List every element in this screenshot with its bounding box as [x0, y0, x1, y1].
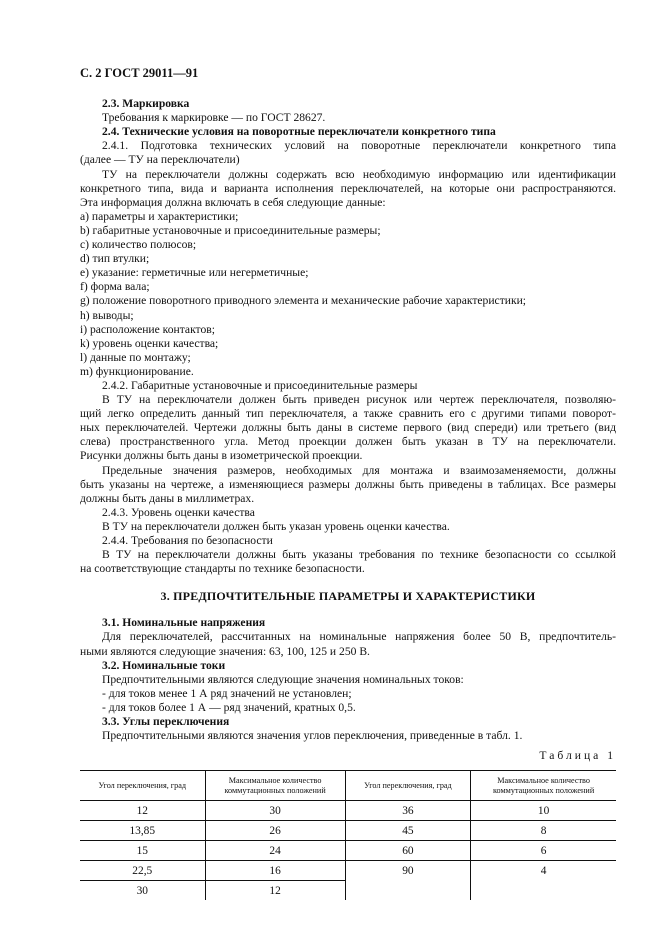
table-cell: 4	[471, 861, 616, 881]
text-line: - для токов менее 1 А ряд значений не установлен;	[102, 686, 352, 700]
text-line: - для токов более 1 А — ряд значений, кратных 0,5.	[102, 700, 356, 714]
text-line: k) уровень оценки качества;	[80, 336, 219, 350]
table-cell: 26	[205, 821, 345, 841]
text-line: должны быть даны в миллиметрах.	[80, 491, 255, 505]
section-3-text	[80, 616, 616, 743]
text-line: g) положение поворотного приводного элемента и механические рабочие характеристики;	[80, 294, 527, 308]
table-cell: 13,85	[80, 821, 205, 841]
table-row	[80, 861, 616, 881]
text-line: 2.4. Технические условия на поворотные переключатели конкретного типа	[102, 125, 496, 139]
table-cell: 45	[345, 821, 471, 841]
text-line: Предельные значения размеров, необходимых для монтажа и взаимозаменяемости, должны	[102, 463, 616, 477]
table-header-cell: Максимальное количество коммутационных положений	[205, 771, 345, 801]
table-cell: 30	[136, 884, 148, 897]
text-line: 2.4.3. Уровень оценки качества	[102, 505, 255, 519]
table-cell: 6	[471, 841, 616, 861]
text-line: В ТУ на переключатели должен быть приведен рисунок или чертеж переключателя, позволяю-	[102, 393, 616, 407]
text-line: Рисунки должны быть даны в изометрической проекции.	[80, 449, 363, 463]
section-2-text	[80, 97, 616, 576]
text-line: c) количество полюсов;	[80, 238, 197, 252]
text-line: l) данные по монтажу;	[80, 350, 191, 364]
table-row	[80, 821, 616, 841]
text-line: Предпочтительными являются следующие значения номинальных токов:	[102, 672, 464, 686]
text-line: 2.4.4. Требования по безопасности	[102, 534, 273, 547]
text-line: a) параметры и характеристики;	[80, 209, 239, 223]
table-cell: 8	[471, 821, 616, 841]
table-header-cell: Угол переключения, град	[80, 771, 205, 801]
section-3-title: 3. ПРЕДПОЧТИТЕЛЬНЫЕ ПАРАМЕТРЫ И ХАРАКТЕРИСТИКИ	[160, 589, 536, 604]
table-cell: 16	[205, 861, 345, 881]
text-line: Для переключателей, рассчитанных на номинальные напряжения более 50 В, предпочтитель-	[102, 630, 616, 644]
table-cell: 90	[345, 861, 471, 881]
table-cell	[471, 881, 616, 901]
text-line: 2.3. Маркировка	[102, 97, 190, 111]
document-page	[80, 66, 616, 900]
text-line: 2.4.2. Габаритные установочные и присоединительные размеры	[102, 378, 418, 392]
text-line: i) расположение контактов;	[80, 322, 215, 336]
text-line: В ТУ на переключатели должен быть указан уровень оценки качества.	[102, 519, 450, 533]
table-cell: 12	[80, 801, 205, 821]
text-line: ных переключателей. Чертежи должны быть даны в системе первого (вид спереди) или третьего (вид	[80, 421, 616, 435]
text-line: щий легко определить данный тип переключателя, а также сравнить его с другими типами поворот-	[80, 407, 616, 421]
text-line: 3.1. Номинальные напряжения	[102, 616, 266, 630]
table-cell: 60	[345, 841, 471, 861]
table-cell: 30	[205, 801, 345, 821]
text-line: f) форма вала;	[80, 280, 150, 294]
table-header-row	[80, 771, 616, 801]
table-cell	[345, 881, 471, 901]
table-row	[80, 841, 616, 861]
text-line: e) указание: герметичные или негерметичные;	[80, 266, 309, 280]
text-line: на соответствующие стандарты по технике безопасности.	[80, 562, 365, 576]
text-line: Требования к маркировке — по ГОСТ 28627.	[102, 111, 326, 125]
table-cell: 24	[205, 841, 345, 861]
table-cell: 10	[471, 801, 616, 821]
table-header-cell: Максимальное количество коммутационных положений	[471, 771, 616, 801]
text-line: быть указаны на чертеже, а изменяющиеся размеры должны быть приведены в таблицах. Все размеры	[80, 477, 616, 491]
text-line: m) функционирование.	[80, 364, 194, 378]
table-cell: 22,5	[80, 861, 205, 881]
table-caption: Таблица 1	[539, 749, 616, 763]
text-line: (далее — ТУ на переключатели)	[80, 153, 240, 167]
text-line: ТУ на переключатели должны содержать всю необходимую информацию или идентификации	[102, 167, 616, 181]
text-line: 3.3. Углы переключения	[102, 715, 230, 729]
text-line: ными являются следующие значения: 63, 100, 125 и 250 В.	[80, 644, 370, 658]
table-row	[80, 881, 616, 901]
table-row	[80, 801, 616, 821]
page-header: С. 2 ГОСТ 29011—91	[80, 66, 199, 80]
table-cell: 15	[80, 841, 205, 861]
text-line: конкретного типа, вида и варианта исполнения переключателей, на которые они распространяются.	[80, 181, 616, 195]
table-cell: 12	[205, 881, 345, 901]
text-line: Эта информация должна включать в себя следующие данные:	[80, 195, 386, 209]
table-cell: 36	[345, 801, 471, 821]
text-line: b) габаритные установочные и присоединительные размеры;	[80, 223, 381, 237]
text-line: 2.4.1. Подготовка технических условий на поворотные переключатели конкретного типа	[102, 139, 616, 153]
table-header-cell: Угол переключения, град	[345, 771, 471, 801]
table-1	[80, 770, 616, 900]
text-line: 3.2. Номинальные токи	[102, 658, 226, 672]
text-line: h) выводы;	[80, 308, 134, 322]
text-line: Предпочтительными являются значения углов переключения, приведенные в табл. 1.	[102, 729, 523, 743]
text-line: слева) пространственного угла. Метод проекции должен быть указан в ТУ на переключатели.	[80, 435, 616, 449]
text-line: В ТУ на переключатели должны быть указаны требования по технике безопасности со ссылкой	[102, 548, 616, 562]
text-line: d) тип втулки;	[80, 252, 150, 266]
